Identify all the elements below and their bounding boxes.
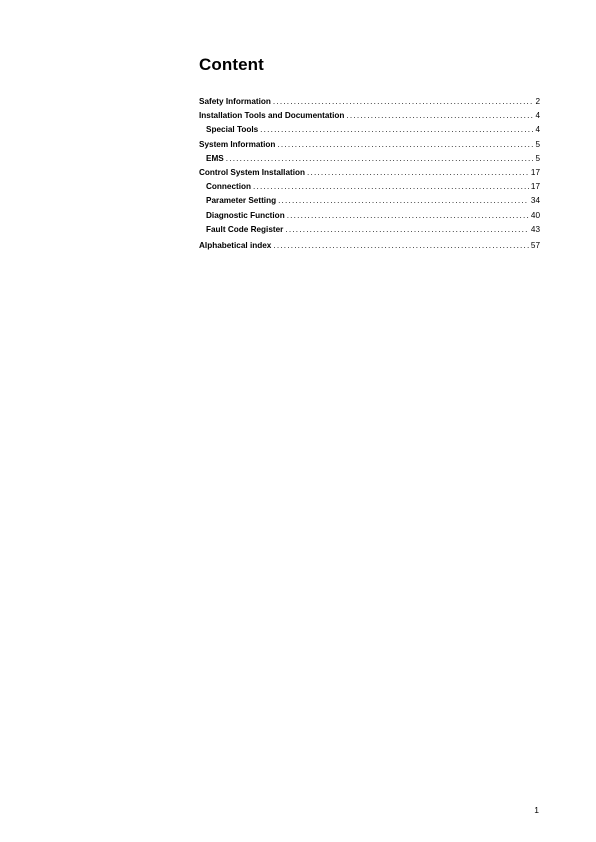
toc-dot-leader [307,166,529,180]
toc-entry-label: Fault Code Register [206,224,284,234]
toc-entry-ems[interactable] [199,152,540,166]
toc-dot-leader [260,123,533,137]
toc-entry-system-information[interactable] [199,138,540,152]
toc-dot-leader [273,239,529,253]
toc-entry-page: 17 [530,182,540,192]
toc-dot-leader [285,223,529,237]
toc-entry-control-system-installation[interactable] [199,166,540,180]
toc-dot-leader [346,109,533,123]
toc-dot-leader [226,152,534,166]
toc-entry-page: 17 [530,167,540,177]
toc-entry-page: 5 [535,153,540,163]
toc-dot-leader [287,209,529,223]
toc-entry-special-tools[interactable] [199,123,540,137]
toc-dot-leader [277,138,533,152]
toc-entry-page: 5 [535,139,540,149]
toc-entry-label: Installation Tools and Documentation [199,111,345,121]
page-title: Content [199,55,264,74]
toc-entry-diagnostic-function[interactable] [199,209,540,223]
table-of-contents [199,95,540,253]
toc-entry-label: Safety Information [199,97,271,106]
toc-entry-page: 2 [535,97,540,106]
toc-entry-alphabetical-index[interactable] [199,239,540,253]
toc-entry-label: Diagnostic Function [206,210,285,220]
toc-entry-fault-code-register[interactable] [199,223,540,237]
toc-entry-label: System Information [199,139,276,149]
toc-entry-label: Control System Installation [199,167,305,177]
toc-entry-safety-information[interactable] [199,95,540,109]
toc-entry-label: Special Tools [206,125,259,135]
toc-entry-page: 4 [535,111,540,121]
toc-entry-page: 57 [530,240,540,250]
toc-entry-label: Parameter Setting [206,196,277,206]
toc-entry-page: 34 [530,196,540,206]
toc-entry-installation-tools[interactable] [199,109,540,123]
toc-entry-parameter-setting[interactable] [199,194,540,208]
toc-dot-leader [273,95,534,109]
toc-entry-connection[interactable] [199,180,540,194]
toc-entry-page: 4 [535,125,540,135]
toc-entry-label: EMS [206,153,224,163]
toc-entry-page: 40 [530,210,540,220]
toc-dot-leader [278,194,529,208]
toc-entry-label: Alphabetical index [199,240,272,250]
toc-entry-page: 43 [530,224,540,234]
toc-dot-leader [253,180,529,194]
toc-entry-label: Connection [206,182,252,192]
page-number: 1 [534,805,539,815]
